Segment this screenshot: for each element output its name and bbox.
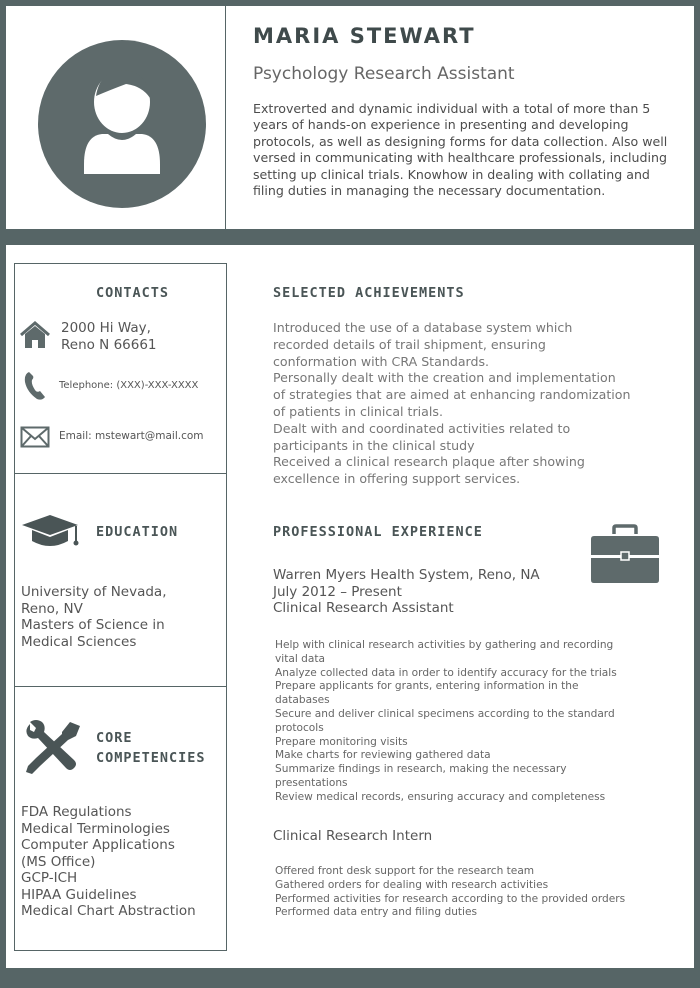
telephone: Telephone: (XXX)-XXX-XXXX (59, 380, 199, 391)
sidebar-divider (14, 686, 227, 687)
achievement-line: excellence in offering support services. (273, 471, 521, 487)
education-line: Masters of Science in (21, 617, 165, 633)
job-company: Warren Myers Health System, Reno, NA (273, 567, 540, 583)
duty-line: databases (275, 694, 330, 707)
job-duties-list (275, 865, 685, 920)
competency-item: Medical Chart Abstraction (21, 903, 196, 919)
frame-bottom-border (0, 968, 700, 988)
job-title: Psychology Research Assistant (253, 64, 515, 84)
achievement-line: of patients in clinical trials. (273, 403, 443, 419)
sidebar-divider (14, 473, 227, 474)
competencies-list (21, 804, 196, 920)
education-details (21, 584, 167, 650)
address-line: Reno N 66661 (61, 337, 157, 353)
achievements-heading: SELECTED ACHIEVEMENTS (273, 285, 465, 301)
achievement-line: Dealt with and coordinated activities related to (273, 420, 571, 436)
duty-line: Help with clinical research activities by gathering and recording (275, 639, 614, 651)
duty-line: Review medical records, ensuring accuracy and completeness (275, 790, 606, 803)
duty-line: Summarize findings in research, making the necessary (275, 763, 567, 776)
competency-item: (MS Office) (21, 853, 96, 870)
competencies-heading-line: CORE (96, 730, 133, 746)
duty-line: presentations (275, 776, 348, 789)
job-dates: July 2012 – Present (273, 583, 402, 600)
avatar (38, 40, 206, 208)
duty-line: Analyze collected data in order to identify accuracy for the trials (275, 666, 617, 679)
competency-item: FDA Regulations (21, 804, 132, 820)
candidate-name: MARIA STEWART (253, 24, 476, 48)
contacts-heading: CONTACTS (96, 285, 170, 301)
education-line: Medical Sciences (21, 633, 137, 650)
frame-right-border (694, 0, 700, 988)
achievement-line: of strategies that are aimed at enhancing randomization (273, 387, 631, 403)
education-heading: EDUCATION (96, 524, 179, 540)
competency-item: HIPAA Guidelines (21, 886, 137, 903)
frame-left-border (0, 0, 6, 988)
address (61, 320, 157, 354)
competencies-heading-line: COMPETENCIES (96, 750, 206, 766)
achievement-line: conformation with CRA Standards. (273, 353, 490, 369)
duty-line: protocols (275, 721, 324, 734)
achievement-line: Received a clinical research plaque after showing (273, 454, 585, 470)
duty-line: Prepare monitoring visits (275, 735, 408, 748)
competency-item: GCP-ICH (21, 870, 78, 886)
graduation-cap-icon (20, 513, 82, 549)
education-line: Reno, NV (21, 600, 83, 617)
duty-line: Performed activities for research according to the provided orders (275, 892, 626, 905)
achievement-line: participants in the clinical study (273, 437, 475, 453)
phone-icon (23, 370, 47, 402)
job-duties-list (275, 639, 685, 805)
job-entry (273, 567, 540, 617)
achievement-line: Introduced the use of a database system which (273, 320, 573, 335)
competency-item: Computer Applications (21, 837, 175, 853)
duty-line: vital data (275, 652, 326, 665)
duty-line: Performed data entry and filing duties (275, 906, 478, 919)
home-icon (19, 321, 51, 349)
duty-line: Gathered orders for dealing with research activities (275, 878, 549, 891)
job-entry (273, 828, 432, 845)
address-line: 2000 Hi Way, (61, 320, 151, 336)
frame-top-border (0, 0, 700, 6)
education-line: University of Nevada, (21, 584, 167, 600)
header-band (0, 229, 700, 245)
experience-heading: PROFESSIONAL EXPERIENCE (273, 524, 483, 540)
duty-line: Make charts for reviewing gathered data (275, 749, 491, 762)
duty-line: Prepare applicants for grants, entering information in the (275, 680, 579, 693)
competencies-heading (96, 728, 206, 768)
achievement-line: recorded details of trail shipment, ensuring (273, 336, 546, 352)
achievement-line: Personally dealt with the creation and implementation (273, 370, 616, 386)
achievements-list (273, 320, 688, 488)
envelope-icon (20, 426, 50, 448)
briefcase-icon (590, 524, 660, 584)
job-position: Clinical Research Intern (273, 828, 433, 844)
duty-line: Secure and deliver clinical specimens according to the standard (275, 707, 615, 720)
person-icon (38, 40, 206, 208)
tools-icon (22, 718, 84, 778)
competency-item: Medical Terminologies (21, 820, 170, 837)
header-divider (225, 6, 226, 229)
profile-summary: Extroverted and dynamic individual with a total of more than 5 years of hands-on experience in presenting and developing protocols, as well as designing forms for data collection. Also well versed in communicating with healthcare professionals, including setting up clinical trials. Knowhow in dealing with collating and filing duties in managing the necessary documentation. (253, 101, 668, 199)
email: Email: mstewart@mail.com (59, 430, 204, 442)
job-position: Clinical Research Assistant (273, 600, 454, 616)
duty-line: Offered front desk support for the research team (275, 865, 535, 877)
